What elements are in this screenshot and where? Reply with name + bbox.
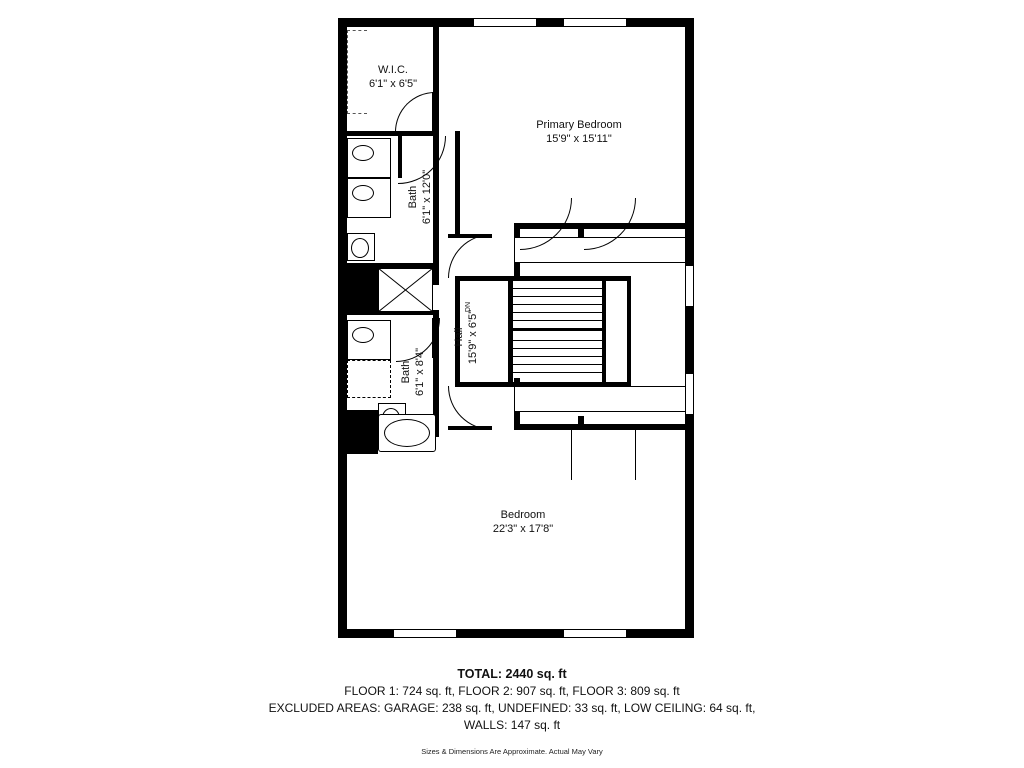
stair-tread-8	[513, 356, 602, 357]
hall-door-swing-lower	[448, 386, 492, 430]
stair-tread-5	[513, 320, 602, 321]
window-top-left	[474, 18, 536, 27]
stairs-direction-label: DN	[465, 301, 472, 313]
room-label-hall: Hall 15'9" x 6'5"	[453, 309, 479, 365]
bath-secondary-door-panel	[432, 318, 436, 358]
window-top-right	[564, 18, 626, 27]
bathtub-secondary-basin	[384, 419, 430, 447]
stair-landing-edge	[513, 328, 602, 331]
bath-primary-door-panel	[398, 134, 402, 178]
closet-door-swing-bedroom-left	[520, 428, 572, 480]
area-summary-footer	[0, 666, 1024, 758]
interior-wall-hall-left-upper	[455, 131, 460, 235]
stair-tread-10	[513, 372, 602, 373]
closet-door-swing-bedroom-right	[584, 428, 636, 480]
room-label-primary-bedroom: Primary Bedroom 15'9" x 15'11"	[536, 119, 622, 145]
stair-tread-9	[513, 364, 602, 365]
stair-tread-4	[513, 312, 602, 313]
room-label-bath-secondary: Bath 6'1" x 8'4"	[400, 347, 426, 397]
exterior-wall-right	[685, 18, 694, 638]
sink-primary-upper	[352, 145, 374, 161]
closet-door-panel-primary-right	[588, 198, 636, 224]
room-label-wic: W.I.C. 6'1" x 6'5"	[368, 64, 418, 90]
wall-block-upper	[338, 268, 378, 313]
excluded-areas-text: EXCLUDED AREAS: GARAGE: 238 sq. ft, UNDEFINED: 33 sq. ft, LOW CEILING: 64 sq. ft,	[268, 701, 756, 715]
toilet-primary-bowl	[351, 238, 369, 258]
room-label-bedroom: Bedroom 22'3" x 17'8"	[492, 509, 554, 535]
exterior-wall-left	[338, 18, 347, 638]
room-label-bath-primary: Bath 6'1" x 12'0"	[407, 169, 433, 225]
stair-rail-right	[627, 280, 631, 384]
hall-door-panel-upper	[448, 234, 492, 238]
disclaimer-text: Sizes & Dimensions Are Approximate. Actual May Vary	[421, 747, 603, 756]
window-right-upper	[685, 266, 694, 306]
stair-tread-6	[513, 340, 602, 341]
wic-door-swing	[395, 92, 435, 132]
floor-plan-drawing	[338, 18, 694, 638]
exterior-wall-bottom	[338, 629, 694, 638]
total-area-text: TOTAL: 2440 sq. ft	[457, 667, 567, 681]
sink-secondary	[352, 327, 374, 343]
linen-closet-secondary	[347, 360, 391, 398]
hall-door-panel-lower	[448, 426, 492, 430]
closet-shelf-bedroom	[514, 386, 686, 412]
stair-tread-3	[513, 304, 602, 305]
stair-tread-1	[513, 288, 602, 289]
stair-wall-right	[602, 280, 606, 384]
stair-tread-7	[513, 348, 602, 349]
window-right-lower	[685, 374, 694, 414]
window-bottom-right	[564, 629, 626, 638]
floor-breakdown-text: FLOOR 1: 724 sq. ft, FLOOR 2: 907 sq. ft, FLOOR 3: 809 sq. ft	[344, 684, 680, 698]
hall-door-swing-upper	[448, 234, 492, 278]
window-bottom-left	[394, 629, 456, 638]
sink-primary-lower	[352, 185, 374, 201]
shower-stall-x	[378, 268, 433, 312]
wic-door-panel	[432, 92, 436, 132]
closet-door-panel-primary-left	[524, 198, 572, 224]
stair-tread-2	[513, 296, 602, 297]
walls-area-text: WALLS: 147 sq. ft	[463, 718, 561, 732]
